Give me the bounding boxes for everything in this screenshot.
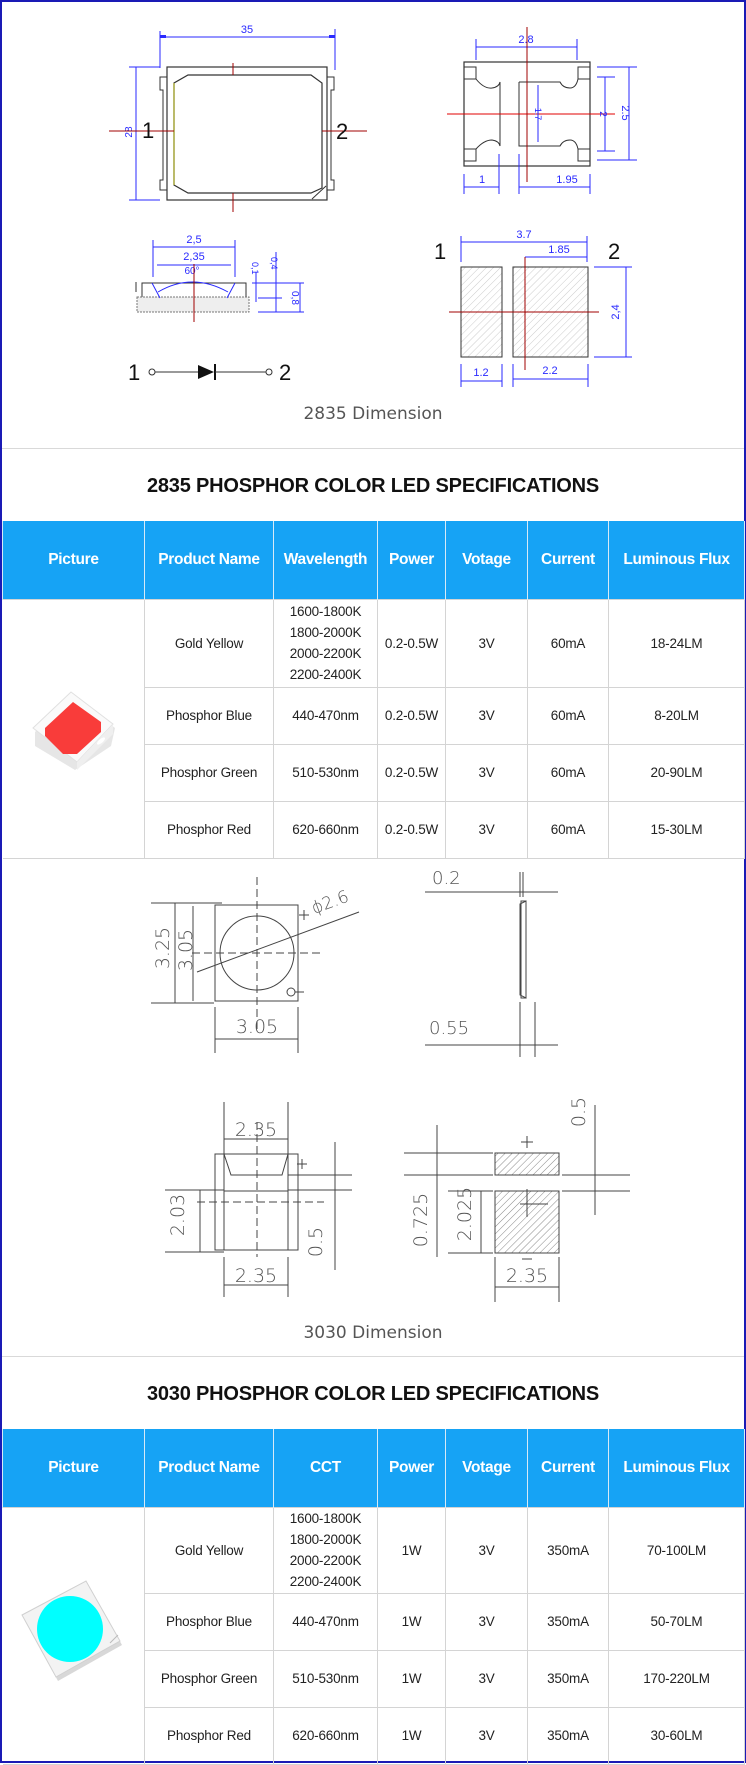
dimension-drawing-2835: [2, 2, 744, 442]
power: 0.2-0.5W: [378, 599, 446, 687]
side-view-2835: [136, 234, 304, 322]
cct: 620-660nm: [274, 1707, 378, 1764]
power: 1W: [378, 1507, 446, 1593]
current: 350mA: [528, 1507, 609, 1593]
svg-text:0,8: 0,8: [289, 291, 300, 305]
wavelength-value: 1600-1800K: [289, 604, 362, 619]
luminous-flux: 30-60LM: [609, 1707, 745, 1764]
svg-text:3.25: 3.25: [152, 926, 174, 970]
svg-text:1: 1: [434, 239, 447, 264]
voltage: 3V: [446, 1707, 528, 1764]
header-current: Current: [528, 1429, 609, 1507]
led-picture-2835: [3, 599, 145, 858]
header-current: Current: [528, 521, 609, 599]
product-name: Phosphor Green: [145, 744, 274, 801]
svg-text:28: 28: [124, 126, 135, 138]
header-luminous-flux: Luminous Flux: [609, 1429, 745, 1507]
header-picture: Picture: [3, 521, 145, 599]
svg-text:2.2: 2.2: [542, 365, 558, 377]
svg-text:0.5: 0.5: [305, 1226, 327, 1258]
header-product-name: Product Name: [145, 1429, 274, 1507]
svg-text:0.5: 0.5: [568, 1096, 590, 1128]
svg-text:1: 1: [142, 118, 155, 143]
svg-text:0.725: 0.725: [410, 1192, 432, 1248]
spec-table-3030: [2, 1429, 745, 1765]
current: 60mA: [528, 599, 609, 687]
cct: [274, 1507, 378, 1593]
product-name: Gold Yellow: [145, 599, 274, 687]
divider: [2, 1356, 744, 1357]
top-view-2835: [109, 24, 367, 212]
voltage: 3V: [446, 687, 528, 744]
svg-text:2.025: 2.025: [454, 1186, 476, 1242]
product-name: Phosphor Blue: [145, 1593, 274, 1650]
svg-text:1.95: 1.95: [556, 174, 578, 186]
current: 60mA: [528, 687, 609, 744]
dimension-drawing-3030: [2, 857, 744, 1337]
voltage: 3V: [446, 801, 528, 858]
luminous-flux: 70-100LM: [609, 1507, 745, 1593]
luminous-flux: 18-24LM: [609, 599, 745, 687]
power: 0.2-0.5W: [378, 687, 446, 744]
svg-text:1.85: 1.85: [548, 244, 570, 256]
table-row: [3, 1507, 745, 1593]
product-name: Phosphor Red: [145, 801, 274, 858]
svg-text:2: 2: [608, 239, 621, 264]
svg-text:0,1: 0,1: [250, 262, 260, 275]
svg-text:2.35: 2.35: [234, 1265, 278, 1287]
cct-value: 2000-2200K: [289, 1553, 362, 1568]
bottom-view-2835: [447, 27, 637, 194]
power: 1W: [378, 1593, 446, 1650]
svg-text:2,5: 2,5: [186, 234, 202, 246]
table-header-row: [3, 1429, 745, 1507]
header-picture: Picture: [3, 1429, 145, 1507]
svg-text:2.03: 2.03: [167, 1193, 189, 1237]
svg-text:1: 1: [128, 360, 141, 385]
power: 1W: [378, 1650, 446, 1707]
power: 0.2-0.5W: [378, 744, 446, 801]
cct-value: 1600-1800K: [289, 1511, 362, 1526]
svg-text:35: 35: [240, 24, 254, 36]
luminous-flux: 15-30LM: [609, 801, 745, 858]
cct-value: 2200-2400K: [289, 1574, 362, 1589]
voltage: 3V: [446, 599, 528, 687]
wavelength: 620-660nm: [274, 801, 378, 858]
svg-text:0.2: 0.2: [432, 868, 461, 889]
current: 60mA: [528, 801, 609, 858]
header-wavelength: Wavelength: [274, 521, 378, 599]
product-name: Gold Yellow: [145, 1507, 274, 1593]
svg-text:2: 2: [279, 360, 292, 385]
svg-text:3.05: 3.05: [175, 928, 197, 972]
product-name: Phosphor Blue: [145, 687, 274, 744]
footprint-2835: [434, 229, 632, 387]
current: 350mA: [528, 1707, 609, 1764]
svg-text:2.5: 2.5: [619, 105, 631, 121]
led-2835-image: [25, 684, 121, 770]
section-title-3030: 3030 PHOSPHOR COLOR LED SPECIFICATIONS: [146, 1383, 600, 1405]
header-voltage: Votage: [446, 521, 528, 599]
svg-text:3.05: 3.05: [235, 1016, 279, 1038]
cct-value: 1800-2000K: [289, 1532, 362, 1547]
voltage: 3V: [446, 1593, 528, 1650]
luminous-flux: 8-20LM: [609, 687, 745, 744]
current: 350mA: [528, 1650, 609, 1707]
svg-text:3.7: 3.7: [516, 229, 532, 241]
power: 0.2-0.5W: [378, 801, 446, 858]
luminous-flux: 50-70LM: [609, 1593, 745, 1650]
wavelength: 440-470nm: [274, 687, 378, 744]
dimension-caption-3030: 3030 Dimension: [303, 1323, 443, 1343]
svg-text:2: 2: [336, 119, 349, 144]
divider: [2, 448, 744, 449]
section-title-2835: 2835 PHOSPHOR COLOR LED SPECIFICATIONS: [146, 475, 600, 497]
svg-text:60°: 60°: [184, 266, 200, 277]
header-cct: CCT: [274, 1429, 378, 1507]
table-header-row: [3, 521, 745, 599]
table-row: [3, 599, 745, 687]
current: 60mA: [528, 744, 609, 801]
header-luminous-flux: Luminous Flux: [609, 521, 745, 599]
spec-table-2835: [2, 521, 745, 859]
svg-text:2.35: 2.35: [505, 1265, 549, 1287]
voltage: 3V: [446, 1507, 528, 1593]
luminous-flux: 20-90LM: [609, 744, 745, 801]
svg-text:0,4: 0,4: [269, 257, 279, 270]
header-product-name: Product Name: [145, 521, 274, 599]
voltage: 3V: [446, 744, 528, 801]
wavelength: [274, 599, 378, 687]
voltage: 3V: [446, 1650, 528, 1707]
svg-text:ϕ2.6: ϕ2.6: [308, 886, 352, 919]
cct: 510-530nm: [274, 1650, 378, 1707]
svg-text:2,4: 2,4: [610, 304, 622, 320]
wavelength-value: 2000-2200K: [289, 646, 362, 661]
wavelength-value: 2200-2400K: [289, 667, 362, 682]
luminous-flux: 170-220LM: [609, 1650, 745, 1707]
svg-text:0.55: 0.55: [429, 1018, 470, 1039]
svg-text:1.2: 1.2: [473, 367, 489, 379]
dimension-caption-2835: 2835 Dimension: [303, 404, 443, 424]
cct: 440-470nm: [274, 1593, 378, 1650]
product-name: Phosphor Red: [145, 1707, 274, 1764]
led-picture-3030: [3, 1507, 145, 1764]
svg-text:2.8: 2.8: [518, 34, 534, 46]
current: 350mA: [528, 1593, 609, 1650]
svg-text:2: 2: [597, 111, 608, 117]
wavelength: 510-530nm: [274, 744, 378, 801]
svg-text:1: 1: [478, 174, 486, 186]
wavelength-value: 1800-2000K: [289, 625, 362, 640]
svg-text:2.35: 2.35: [234, 1119, 278, 1141]
svg-text:2,35: 2,35: [183, 251, 205, 263]
led-3030-image: [18, 1579, 128, 1689]
diode-symbol: [128, 360, 291, 385]
product-name: Phosphor Green: [145, 1650, 274, 1707]
header-voltage: Votage: [446, 1429, 528, 1507]
power: 1W: [378, 1707, 446, 1764]
header-power: Power: [378, 521, 446, 599]
svg-text:1.7: 1.7: [533, 107, 543, 121]
header-power: Power: [378, 1429, 446, 1507]
